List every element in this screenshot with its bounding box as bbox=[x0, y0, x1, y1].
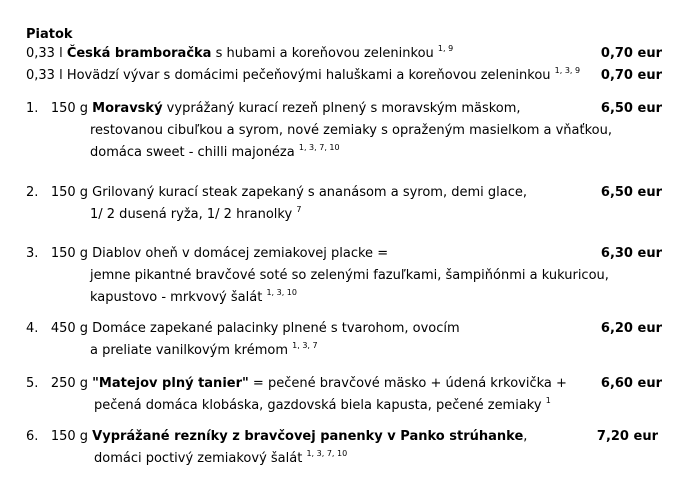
item-5-line-2: pečená domáca klobáska, gazdovská biela kapusta, pečené zemiaky $^1$ bbox=[94, 395, 551, 413]
item-1-allergens: 1, 3, 7, 10 bbox=[298, 142, 340, 152]
item-2-line-2: 1/ 2 dusená ryža, 1/ 2 hranolky $^7$ bbox=[90, 204, 302, 222]
soup-2-allergens: 1, 3, 9 bbox=[554, 65, 581, 75]
soup-2: 0,33 l Hovädzí vývar s domácimi pečeňovými haluškami a koreňovou zeleninkou $^{1, 3, 9}$ bbox=[26, 65, 581, 83]
item-4-number: 4. bbox=[26, 321, 39, 336]
item-3-line-2: jemne pikantné bravčové soté so zelenými fazuľkami, šampiňónmi a kukuricou, bbox=[90, 268, 609, 283]
item-3-qty: 150 g bbox=[50, 246, 89, 261]
soup-2-price: 0,70 eur bbox=[600, 68, 662, 83]
item-3-line-1: 3. 150 g Diablov oheň v domácej zemiakovej placke = bbox=[26, 246, 389, 261]
item-2-number: 2. bbox=[26, 185, 39, 200]
item-2-line-1: 2. 150 g Grilovaný kurací steak zapekaný s ananásom a syrom, demi glace, bbox=[26, 185, 527, 200]
item-4-line-1: 4. 450 g Domáce zapekané palacinky plnené s tvarohom, ovocím bbox=[26, 321, 460, 336]
item-1-line-1: 1. 150 g Moravský vyprážaný kurací rezeň plnený s moravským mäskom, bbox=[26, 101, 521, 116]
soup-1: 0,33 l Česká bramboračka s hubami a koreňovou zeleninkou $^{1, 9}$ bbox=[26, 43, 454, 61]
item-4-price: 6,20 eur bbox=[600, 321, 662, 336]
item-1-name: Moravský bbox=[92, 101, 163, 116]
item-5-qty: 250 g bbox=[50, 376, 89, 391]
item-6-allergens: 1, 3, 7, 10 bbox=[306, 448, 348, 458]
item-2-price: 6,50 eur bbox=[600, 185, 662, 200]
item-4-line-2: a preliate vanilkovým krémom $^{1, 3, 7}$ bbox=[90, 340, 318, 358]
item-5-line-1: 5. 250 g "Matejov plný tanier" = pečené bravčové mäsko + údená krkovička + bbox=[26, 376, 567, 391]
item-5-name: "Matejov plný tanier" bbox=[92, 376, 249, 391]
item-5-price: 6,60 eur bbox=[600, 376, 662, 391]
item-2-allergens: 7 bbox=[296, 204, 302, 214]
item-1-line-3: domáca sweet - chilli majonéza $^{1, 3, 7, 10}$ bbox=[90, 142, 340, 160]
item-6-name: Vyprážané rezníky z bravčovej panenky v Panko strúhanke bbox=[92, 429, 524, 444]
item-1-number: 1. bbox=[26, 101, 39, 116]
item-5-allergens: 1 bbox=[545, 395, 551, 405]
item-1-qty: 150 g bbox=[50, 101, 89, 116]
item-6-line-2: domáci poctivý zemiakový šalát $^{1, 3, 7, 10}$ bbox=[94, 448, 348, 466]
item-3-line-3: kapustovo - mrkvový šalát $^{1, 3, 10}$ bbox=[90, 287, 297, 305]
item-4-allergens: 1, 3, 7 bbox=[292, 340, 318, 350]
item-1-line-2: restovanou cibuľkou a syrom, nové zemiaky s opraženým masielkom a vňaťkou, bbox=[90, 123, 612, 138]
item-1-price: 6,50 eur bbox=[600, 101, 662, 116]
item-4-qty: 450 g bbox=[50, 321, 89, 336]
item-5-number: 5. bbox=[26, 376, 39, 391]
item-6-qty: 150 g bbox=[50, 429, 89, 444]
item-2-qty: 150 g bbox=[50, 185, 89, 200]
item-3-allergens: 1, 3, 10 bbox=[266, 287, 297, 297]
item-3-price: 6,30 eur bbox=[600, 246, 662, 261]
item-6-number: 6. bbox=[26, 429, 39, 444]
item-6-line-1: 6. 150 g Vyprážané rezníky z bravčovej panenky v Panko strúhanke, bbox=[26, 429, 528, 444]
item-6-price: 7,20 eur bbox=[596, 429, 658, 444]
item-3-number: 3. bbox=[26, 246, 39, 261]
soup-1-allergens: 1, 9 bbox=[437, 43, 454, 53]
soup-1-name: Česká bramboračka bbox=[66, 46, 212, 61]
day-heading: Piatok bbox=[26, 27, 73, 42]
soup-1-price: 0,70 eur bbox=[600, 46, 662, 61]
